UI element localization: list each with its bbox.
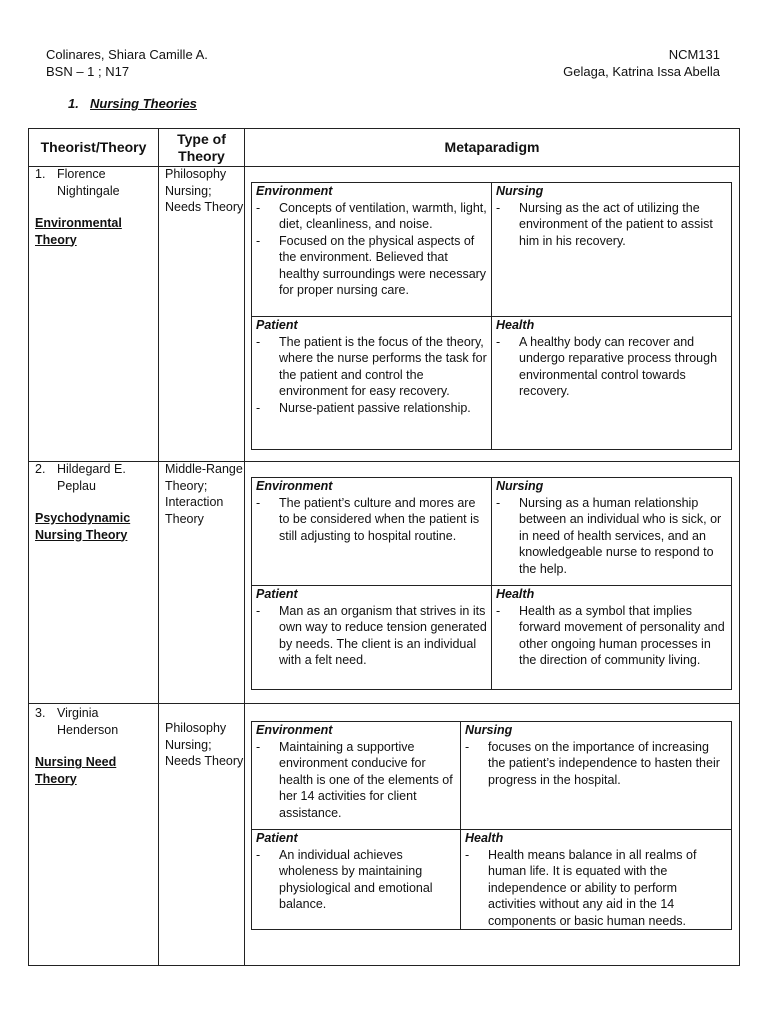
theory-name: Nursing Need Theory [35, 755, 117, 786]
metaparadigm-grid [251, 477, 732, 690]
instructor-name: Gelaga, Katrina Issa Abella [563, 64, 720, 79]
col-header-theorist: Theorist/Theory [40, 139, 147, 155]
table-row [35, 461, 157, 543]
environment-cell: Environment - Concepts of ventilation, warmth, light, diet, cleanliness, and noise. - Focused on the physical aspects of the environment. Believed that healthy surroundings were necessary for proper nursing care. [256, 184, 487, 297]
row-number: 2. [35, 462, 46, 476]
theory-name: Environmental Theory [35, 216, 122, 247]
theorist-name: Hildegard E. Peplau [57, 462, 126, 493]
col-header-metaparadigm: Metaparadigm [444, 139, 540, 155]
theory-type: Philosophy Nursing; Needs Theory [165, 721, 244, 768]
course-info [563, 46, 720, 80]
metaparadigm-grid [251, 721, 732, 930]
theory-type: Philosophy Nursing; Needs Theory [165, 167, 244, 214]
nursing-cell: Nursing - focuses on the importance of increasing the patient’s independence to hasten their progress in the hospital. [465, 723, 720, 787]
theorist-name: Virginia Henderson [57, 706, 119, 737]
patient-cell: Patient - An individual achieves wholeness by maintaining physiological and emotional balance. [256, 831, 433, 911]
patient-cell: Patient - Man as an organism that strives in its own way to reduce tension generated by needs. The client is an individual with a felt need. [256, 587, 487, 667]
student-info [46, 46, 208, 80]
course-code: NCM131 [668, 47, 720, 62]
health-cell: Health - A healthy body can recover and undergo reparative process through environmental control towards recovery. [496, 318, 718, 398]
environment-cell: Environment - The patient’s culture and mores are to be considered when the patient is still adjusting to hospital routine. [256, 479, 480, 543]
theory-type: Middle-Range Theory; Interaction Theory [165, 462, 243, 526]
health-cell: Health - Health means balance in all realms of human life. It is equated with the independence or ability to perform activities without any aid in the 14 components or basic human needs. [465, 831, 697, 928]
theories-table [28, 128, 740, 966]
section-title [68, 96, 197, 113]
nursing-cell: Nursing - Nursing as the act of utilizing the environment of the patient to assist him in his recovery. [496, 184, 713, 248]
section-number: 1. [68, 96, 79, 111]
health-cell: Health - Health as a symbol that implies forward movement of personality and other ongoing human processes in the direction of community living. [496, 587, 725, 667]
student-name: Colinares, Shiara Camille A. [46, 47, 208, 62]
nursing-cell: Nursing - Nursing as a human relationship between an individual who is sick, or in need of health services, and an knowledgeable nurse to respond to the help. [496, 479, 722, 576]
col-header-type: Type of Theory [177, 130, 226, 164]
theory-name: Psychodynamic Nursing Theory [35, 511, 131, 542]
row-number: 3. [35, 706, 46, 720]
metaparadigm-grid [251, 182, 732, 450]
table-row [35, 166, 157, 248]
student-section: BSN – 1 ; N17 [46, 64, 130, 79]
environment-cell: Environment - Maintaining a supportive environment conducive for health is one of the elements of her 14 activities for client assistance. [256, 723, 453, 820]
patient-cell: Patient - The patient is the focus of the theory, where the nurse performs the task for the patient and control the environment for easy recovery. - Nurse-patient passive relationship. [256, 318, 487, 415]
section-title-text: Nursing Theories [90, 96, 197, 111]
theorist-name: Florence Nightingale [57, 167, 120, 198]
table-row [35, 705, 157, 787]
row-number: 1. [35, 167, 46, 181]
